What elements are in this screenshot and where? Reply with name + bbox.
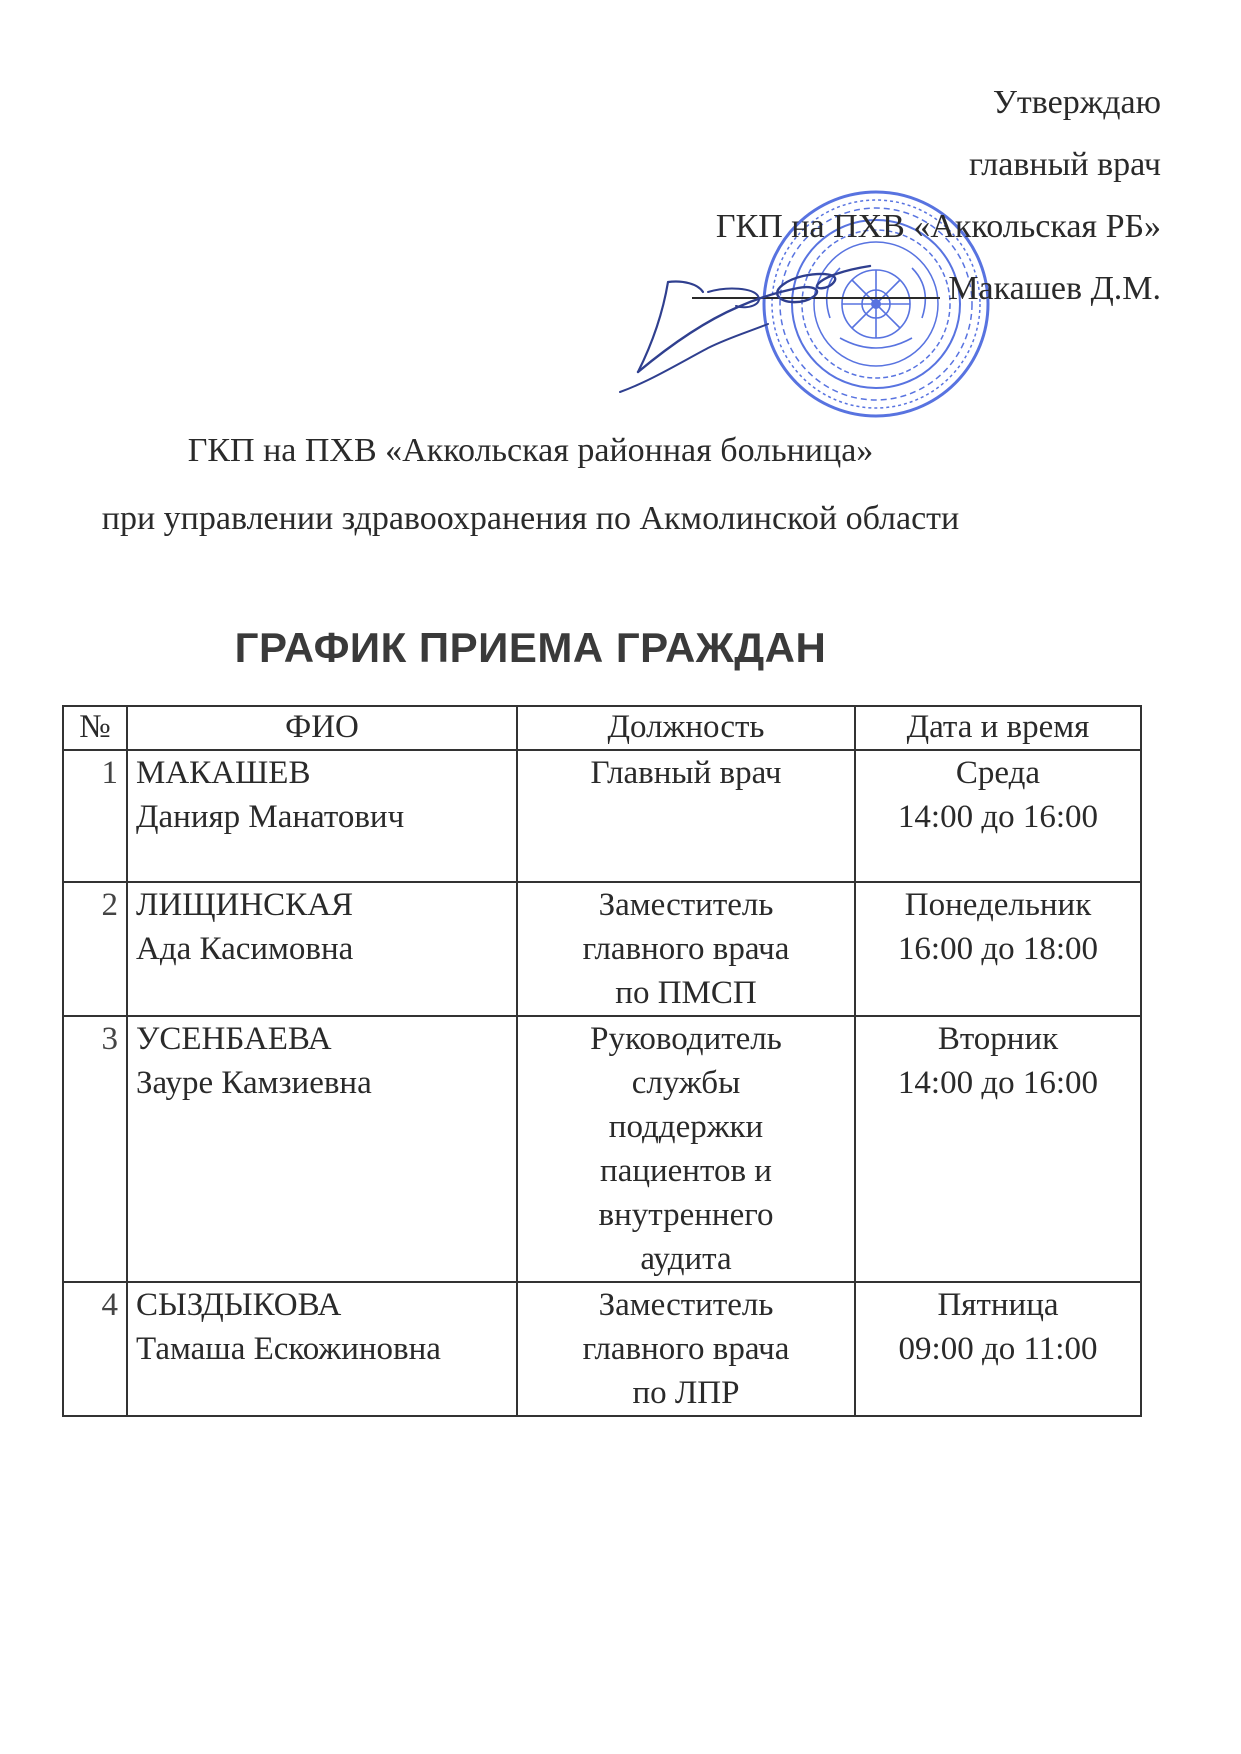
approval-organization: ГКП на ПХВ «Аккольская РБ»: [715, 208, 1161, 245]
last-name: СЫЗДЫКОВА: [136, 1287, 342, 1323]
table-row: [63, 1016, 1141, 1282]
position-line: аудита: [640, 1241, 732, 1277]
position-line: службы: [631, 1065, 741, 1101]
full-name-cell: [127, 1016, 517, 1282]
approval-position: главный врач: [969, 146, 1161, 183]
first-name: Данияр Манатович: [136, 799, 405, 835]
position-cell: [517, 882, 855, 1016]
position-line: по ЛПР: [632, 1375, 740, 1411]
full-name-cell: [127, 882, 517, 1016]
position-line: Заместитель: [598, 887, 774, 923]
last-name: УСЕНБАЕВА: [136, 1021, 332, 1057]
position-cell: [517, 750, 855, 882]
full-name-cell: [127, 1282, 517, 1416]
position-line: главного врача: [582, 931, 790, 967]
document-title: ГРАФИК ПРИЕМА ГРАЖДАН: [234, 624, 827, 671]
reception-time: 09:00 до 11:00: [898, 1331, 1098, 1367]
header-number: №: [63, 706, 127, 750]
header-date-time: Дата и время: [855, 706, 1141, 750]
position-line: Главный врач: [590, 755, 782, 791]
handwritten-signature: [608, 252, 908, 402]
header-position: Должность: [517, 706, 855, 750]
reception-day: Пятница: [937, 1287, 1059, 1323]
last-name: ЛИЩИНСКАЯ: [136, 887, 354, 923]
table-row: [63, 750, 1141, 882]
first-name: Ада Касимовна: [136, 931, 354, 967]
date-time-cell: [855, 882, 1141, 1016]
position-line: Руководитель: [590, 1021, 782, 1057]
date-time-cell: [855, 1282, 1141, 1416]
full-name-cell: [127, 750, 517, 882]
reception-time: 14:00 до 16:00: [897, 799, 1099, 835]
last-name: МАКАШЕВ: [136, 755, 311, 791]
organization-subordination: при управлении здравоохранения по Акмолинской области: [101, 500, 960, 537]
row-number: 1: [63, 750, 127, 882]
first-name: Зауре Камзиевна: [136, 1065, 372, 1101]
reception-day: Среда: [955, 755, 1041, 791]
organization-name: ГКП на ПХВ «Аккольская районная больница»: [187, 432, 874, 469]
table-header-row: [63, 706, 1141, 750]
schedule-table: [62, 705, 1142, 1417]
position-line: главного врача: [582, 1331, 790, 1367]
reception-time: 14:00 до 16:00: [897, 1065, 1099, 1101]
position-line: внутреннего: [598, 1197, 774, 1233]
table-row: [63, 882, 1141, 1016]
row-number: 4: [63, 1282, 127, 1416]
approval-heading: Утверждаю: [992, 84, 1161, 121]
reception-day: Вторник: [937, 1021, 1059, 1057]
row-number: 2: [63, 882, 127, 1016]
reception-time: 16:00 до 18:00: [897, 931, 1099, 967]
date-time-cell: [855, 750, 1141, 882]
row-number: 3: [63, 1016, 127, 1282]
position-cell: [517, 1016, 855, 1282]
position-line: пациентов и: [600, 1153, 772, 1189]
reception-day: Понедельник: [904, 887, 1092, 923]
position-cell: [517, 1282, 855, 1416]
position-line: по ПМСП: [615, 975, 757, 1011]
date-time-cell: [855, 1016, 1141, 1282]
approval-signatory-name: Макашев Д.М.: [948, 270, 1161, 307]
first-name: Тамаша Ескожиновна: [136, 1331, 441, 1367]
table-row: [63, 1282, 1141, 1416]
position-line: Заместитель: [598, 1287, 774, 1323]
position-line: поддержки: [608, 1109, 764, 1145]
header-full-name: ФИО: [127, 706, 517, 750]
